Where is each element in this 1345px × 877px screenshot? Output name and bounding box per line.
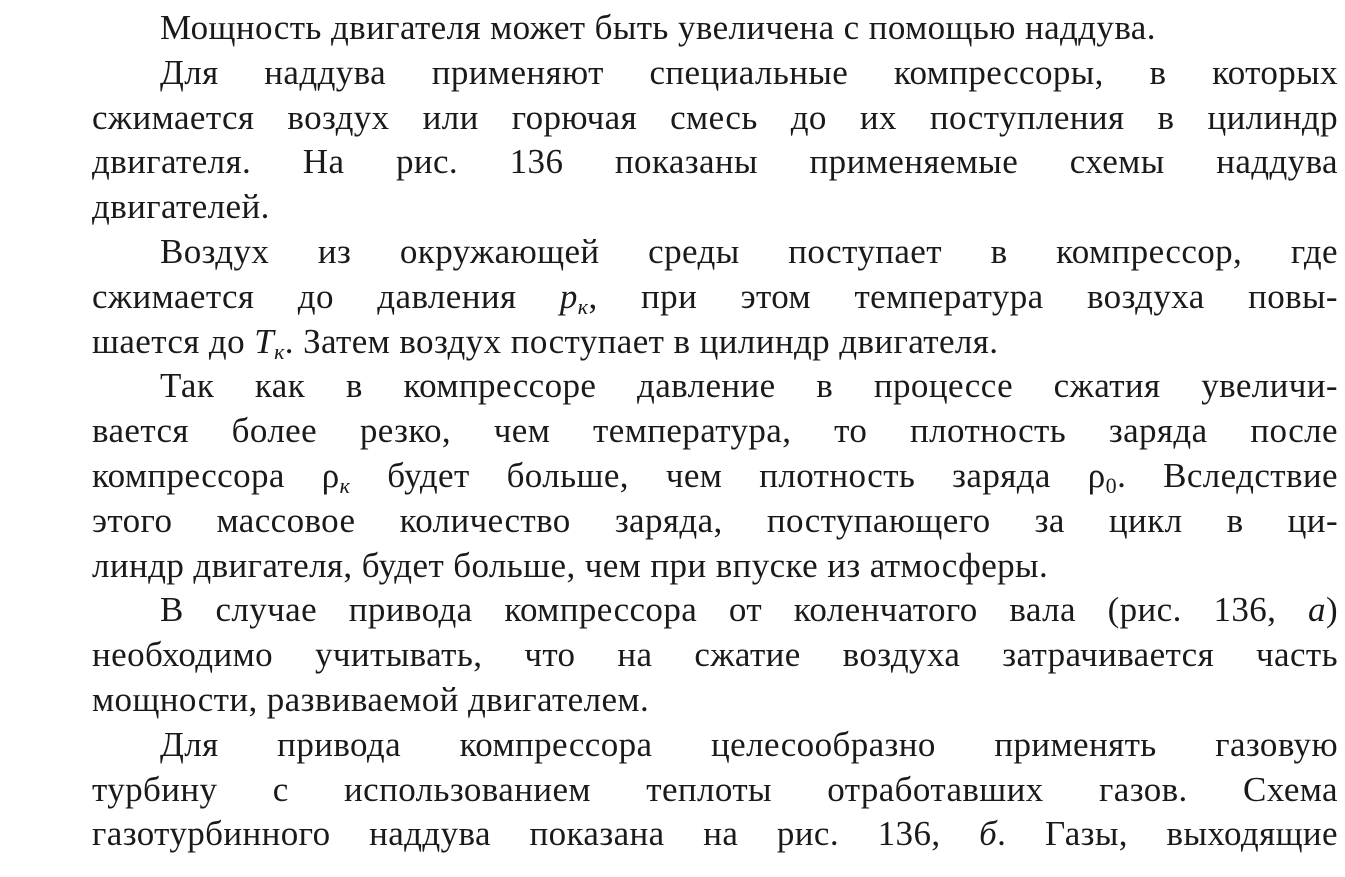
- text-line: необходимо учитывать, что на сжатие воздуха затрачивается часть: [92, 635, 1338, 675]
- text-fragment: шается до: [92, 321, 255, 361]
- pressure-symbol: p: [559, 276, 578, 316]
- paragraph-1: [24, 6, 1338, 51]
- text-line: [24, 275, 1338, 320]
- figure-ref-letter: а: [1308, 590, 1326, 630]
- text-fragment: будет больше, чем плотность заряда ρ: [350, 455, 1106, 495]
- text-line: линдр двигателя, будет больше, чем при впуске из атмосферы.: [92, 545, 1049, 585]
- temperature-symbol: T: [254, 321, 275, 361]
- text-line: Мощность двигателя может быть увеличена с помощью наддува.: [160, 8, 1156, 47]
- text-line: сжимается воздух или горючая смесь до их поступления в цилиндр: [92, 97, 1338, 137]
- text-line: вается более резко, чем температура, то плотность заряда после: [92, 411, 1338, 451]
- text-line: [24, 320, 1338, 365]
- text-line: двигателей.: [92, 187, 270, 227]
- subscript: 0: [1105, 472, 1118, 498]
- text-line: [24, 588, 1338, 633]
- text-line: Воздух из окружающей среды поступает в компрессор, где: [160, 231, 1338, 271]
- text-line: мощности, развиваемой двигателем.: [92, 679, 650, 719]
- text-fragment: . Затем воздух поступает в цилиндр двигателя.: [284, 321, 999, 361]
- text-fragment: газотурбинного наддува показана на рис. 136,: [92, 814, 980, 854]
- subscript: к: [274, 338, 285, 364]
- subscript: к: [577, 293, 589, 319]
- paragraph-5: [24, 588, 1338, 722]
- text-fragment: , при этом температура воздуха повы-: [588, 276, 1338, 316]
- text-line: турбину с использованием теплоты отработавших газов. Схема: [92, 769, 1338, 809]
- text-fragment: компрессора ρ: [92, 455, 340, 495]
- text-line: [24, 454, 1338, 499]
- document-page: [24, 6, 1338, 857]
- paragraph-3: [24, 230, 1338, 364]
- text-line: Так как в компрессоре давление в процессе сжатия увеличи-: [160, 366, 1338, 406]
- text-fragment: . Газы, выходящие: [997, 814, 1338, 854]
- text-line: этого массовое количество заряда, поступающего за цикл в ци-: [92, 500, 1338, 540]
- paragraph-2: [24, 51, 1338, 230]
- text-fragment: . Вследствие: [1117, 455, 1338, 495]
- text-fragment: ): [1325, 590, 1338, 630]
- text-line: Для привода компрессора целесообразно применять газовую: [160, 724, 1338, 764]
- figure-ref-letter: б: [979, 814, 998, 854]
- text-fragment: В случае привода компрессора от коленчатого вала (рис. 136,: [160, 590, 1309, 630]
- text-line: двигателя. На рис. 136 показаны применяемые схемы наддува: [92, 142, 1338, 182]
- paragraph-4: [24, 364, 1338, 588]
- text-fragment: сжимается до давления: [92, 276, 560, 316]
- paragraph-6: [24, 723, 1338, 857]
- subscript: к: [339, 472, 351, 498]
- text-line: Для наддува применяют специальные компрессоры, в которых: [160, 52, 1338, 92]
- text-line: [24, 812, 1338, 857]
